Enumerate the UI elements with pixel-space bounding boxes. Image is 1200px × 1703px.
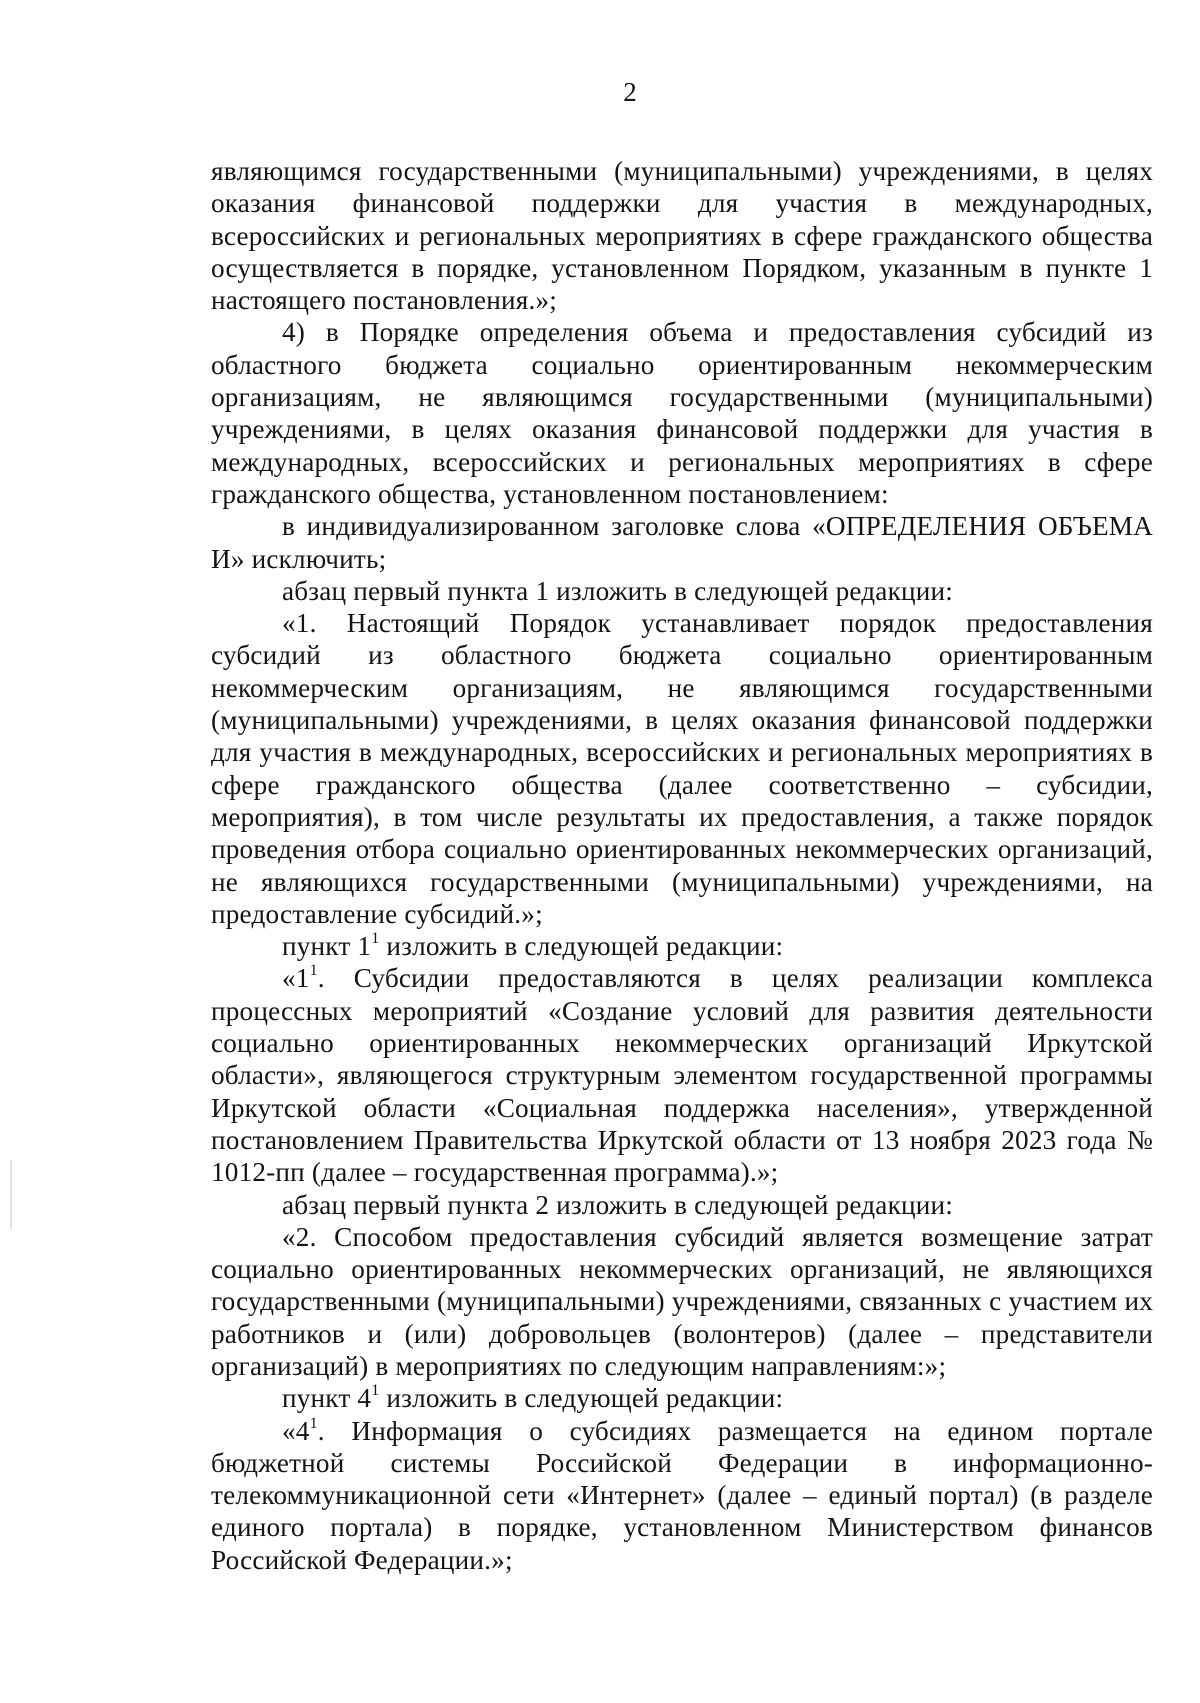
paragraph-point-2-text: «2. Способом предоставления субсидий является возмещение затрат социально ориентированных некоммерческих организаций, не являющихся государственными (муниципальными) учреждениями, связанных с участием их работников и (или) добровольцев (волонтеров) (далее – представители организаций) в мероприятиях по следующим направлениям:»; [211, 1221, 1153, 1381]
paragraph-text: «4 [282, 1415, 310, 1446]
paragraph-continuation: являющимся государственными (муниципальными) учреждениями, в целях оказания финансовой поддержки для участия в международных, всероссийских и региональных мероприятиях в сфере гражданского общества осуществляется в порядке, установленном Порядком, указанным в пункте 1 настоящего постановления.»; [211, 156, 1153, 316]
page-number: 2 [623, 77, 637, 107]
paragraph-text: . Субсидии предоставляются в целях реализации комплекса процессных мероприятий «Создание условий для развития деятельности социально ориентированных некоммерческих организаций Иркутской области», являющегося структурным элементом государственной программы Иркутской области «Социальная поддержка населения», утвержденной постановлением Правительства Иркутской области от 13 ноября 2023 года № 1012-пп (далее – государственная программа).»; [211, 963, 1153, 1188]
paragraph-text: пункт 1 [282, 931, 372, 962]
paragraph-heading-amendment: в индивидуализированном заголовке слова «ОПРЕДЕЛЕНИЯ ОБЪЕМА И» исключить; [211, 511, 1153, 574]
superscript-number: 1 [309, 962, 318, 980]
paragraph-text: изложить в следующей редакции: [379, 931, 784, 962]
paragraph-point-1-1-text [211, 962, 1153, 1188]
paragraph-text: «1 [282, 963, 310, 994]
paragraph-point-4-1-intro [211, 1382, 1153, 1414]
paragraph-point-2-intro: абзац первый пункта 2 изложить в следующей редакции: [282, 1189, 953, 1220]
scan-margin-mark [10, 1160, 12, 1230]
paragraph-text: . Информация о субсидиях размещается на едином портале бюджетной системы Российской Федерации в информационно-телекоммуникационной сети «Интернет» (далее – единый портал) (в разделе единого портала) в порядке, установленном Министерством финансов Российской Федерации.»; [211, 1415, 1153, 1575]
paragraph-point-1-1-intro [211, 930, 1153, 962]
paragraph-point-1-intro: абзац первый пункта 1 изложить в следующей редакции: [282, 575, 953, 606]
paragraph-point-4-1-text [211, 1415, 1153, 1576]
superscript-number: 1 [309, 1414, 318, 1432]
superscript-number: 1 [371, 1382, 380, 1400]
paragraph-text: изложить в следующей редакции: [379, 1383, 784, 1414]
paragraph-point-1-text: «1. Настоящий Порядок устанавливает порядок предоставления субсидий из областного бюджета социально ориентированным некоммерческим организациям, не являющимся государственными (муниципальными) учреждениями, в целях оказания финансовой поддержки для участия в международных, всероссийских и региональных мероприятиях в сфере гражданского общества (далее соответственно – субсидии, мероприятия), в том числе результаты их предоставления, а также порядок проведения отбора социально ориентированных некоммерческих организаций, не являющихся государственными (муниципальными) учреждениями, на предоставление субсидий.»; [211, 608, 1153, 929]
paragraph-item-4: 4) в Порядке определения объема и предоставления субсидий из областного бюджета социально ориентированным некоммерческим организациям, не являющимся государственными (муниципальными) учреждениями, в целях оказания финансовой поддержки для участия в международных, всероссийских и региональных мероприятиях в сфере гражданского общества, установленном постановлением: [211, 317, 1153, 509]
document-body [211, 155, 1153, 1576]
superscript-number: 1 [371, 930, 380, 948]
paragraph-text: пункт 4 [282, 1383, 372, 1414]
